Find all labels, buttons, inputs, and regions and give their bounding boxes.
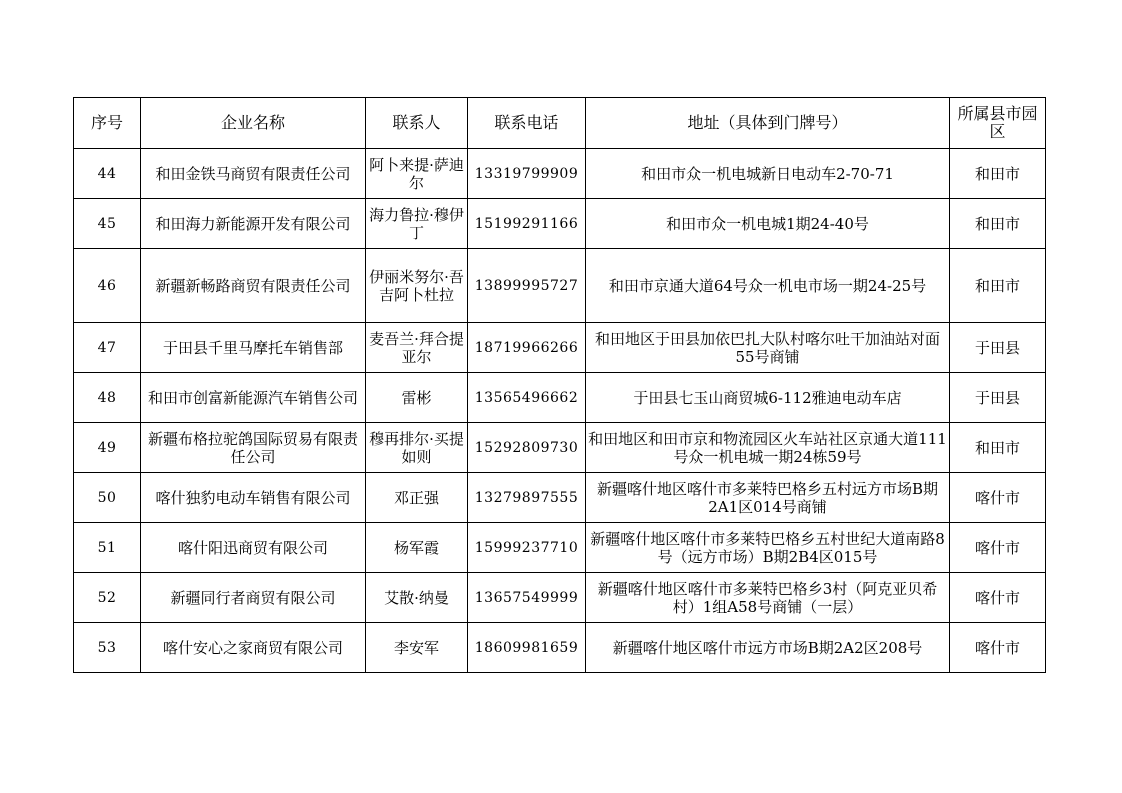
cell-company: 新疆新畅路商贸有限责任公司	[141, 249, 366, 323]
cell-seq: 53	[74, 623, 141, 673]
table-row	[74, 473, 1046, 523]
cell-county: 喀什市	[950, 573, 1046, 623]
cell-company: 和田市创富新能源汽车销售公司	[141, 373, 366, 423]
cell-county: 喀什市	[950, 523, 1046, 573]
cell-phone: 13657549999	[468, 573, 586, 623]
table-header-row	[74, 98, 1046, 149]
cell-contact: 麦吾兰·拜合提亚尔	[366, 323, 468, 373]
cell-phone: 13279897555	[468, 473, 586, 523]
cell-company: 喀什阳迅商贸有限公司	[141, 523, 366, 573]
cell-county: 于田县	[950, 323, 1046, 373]
cell-phone: 15999237710	[468, 523, 586, 573]
cell-county: 和田市	[950, 249, 1046, 323]
header-seq: 序号	[74, 98, 141, 149]
cell-company: 于田县千里马摩托车销售部	[141, 323, 366, 373]
header-address: 地址（具体到门牌号）	[586, 98, 950, 149]
cell-address: 和田市众一机电城1期24-40号	[586, 199, 950, 249]
table-row	[74, 249, 1046, 323]
cell-seq: 48	[74, 373, 141, 423]
cell-company: 和田金铁马商贸有限责任公司	[141, 149, 366, 199]
header-contact: 联系人	[366, 98, 468, 149]
cell-address: 新疆喀什地区喀什市多莱特巴格乡五村远方市场B期2A1区014号商铺	[586, 473, 950, 523]
cell-address: 和田地区于田县加依巴扎大队村喀尔吐干加油站对面55号商铺	[586, 323, 950, 373]
table-row	[74, 323, 1046, 373]
cell-seq: 45	[74, 199, 141, 249]
cell-seq: 44	[74, 149, 141, 199]
cell-seq: 49	[74, 423, 141, 473]
cell-address: 于田县七玉山商贸城6-112雅迪电动车店	[586, 373, 950, 423]
cell-company: 新疆布格拉驼鸽国际贸易有限责任公司	[141, 423, 366, 473]
cell-contact: 邓正强	[366, 473, 468, 523]
cell-county: 和田市	[950, 423, 1046, 473]
cell-phone: 13899995727	[468, 249, 586, 323]
cell-contact: 雷彬	[366, 373, 468, 423]
table-row	[74, 523, 1046, 573]
table-row	[74, 149, 1046, 199]
cell-phone: 15199291166	[468, 199, 586, 249]
cell-company: 喀什安心之家商贸有限公司	[141, 623, 366, 673]
cell-address: 新疆喀什地区喀什市多莱特巴格乡3村（阿克亚贝希村）1组A58号商铺（一层）	[586, 573, 950, 623]
table-row	[74, 373, 1046, 423]
cell-address: 和田地区和田市京和物流园区火车站社区京通大道111号众一机电城一期24栋59号	[586, 423, 950, 473]
header-phone: 联系电话	[468, 98, 586, 149]
cell-county: 喀什市	[950, 473, 1046, 523]
cell-company: 新疆同行者商贸有限公司	[141, 573, 366, 623]
cell-county: 和田市	[950, 149, 1046, 199]
cell-address	[586, 523, 950, 573]
cell-contact: 艾散·纳曼	[366, 573, 468, 623]
cell-contact: 杨军霞	[366, 523, 468, 573]
cell-seq: 46	[74, 249, 141, 323]
cell-contact: 李安军	[366, 623, 468, 673]
table-row	[74, 623, 1046, 673]
cell-address: 和田市京通大道64号众一机电市场一期24-25号	[586, 249, 950, 323]
cell-county: 和田市	[950, 199, 1046, 249]
cell-contact: 海力鲁拉·穆伊丁	[366, 199, 468, 249]
cell-contact: 伊丽米努尔·吾吉阿卜杜拉	[366, 249, 468, 323]
header-county: 所属县市园区	[950, 98, 1046, 149]
cell-contact: 阿卜来提·萨迪尔	[366, 149, 468, 199]
cell-county: 于田县	[950, 373, 1046, 423]
cell-county: 喀什市	[950, 623, 1046, 673]
cell-company: 和田海力新能源开发有限公司	[141, 199, 366, 249]
cell-address: 新疆喀什地区喀什市远方市场B期2A2区208号	[586, 623, 950, 673]
table-row	[74, 199, 1046, 249]
cell-seq: 50	[74, 473, 141, 523]
table-row	[74, 573, 1046, 623]
cell-address-text: 新疆喀什地区喀什市多莱特巴格乡五村世纪大道南路8号（远方市场）B期2B4区015号	[590, 529, 945, 566]
cell-seq: 47	[74, 323, 141, 373]
header-company: 企业名称	[141, 98, 366, 149]
cell-phone: 13319799909	[468, 149, 586, 199]
cell-address: 和田市众一机电城新日电动车2-70-71	[586, 149, 950, 199]
cell-contact: 穆再排尔·买提如则	[366, 423, 468, 473]
cell-phone: 15292809730	[468, 423, 586, 473]
table-row	[74, 423, 1046, 473]
cell-seq: 51	[74, 523, 141, 573]
cell-company: 喀什独豹电动车销售有限公司	[141, 473, 366, 523]
enterprise-table	[73, 97, 1046, 673]
cell-phone: 13565496662	[468, 373, 586, 423]
cell-seq: 52	[74, 573, 141, 623]
cell-phone: 18609981659	[468, 623, 586, 673]
cell-phone: 18719966266	[468, 323, 586, 373]
